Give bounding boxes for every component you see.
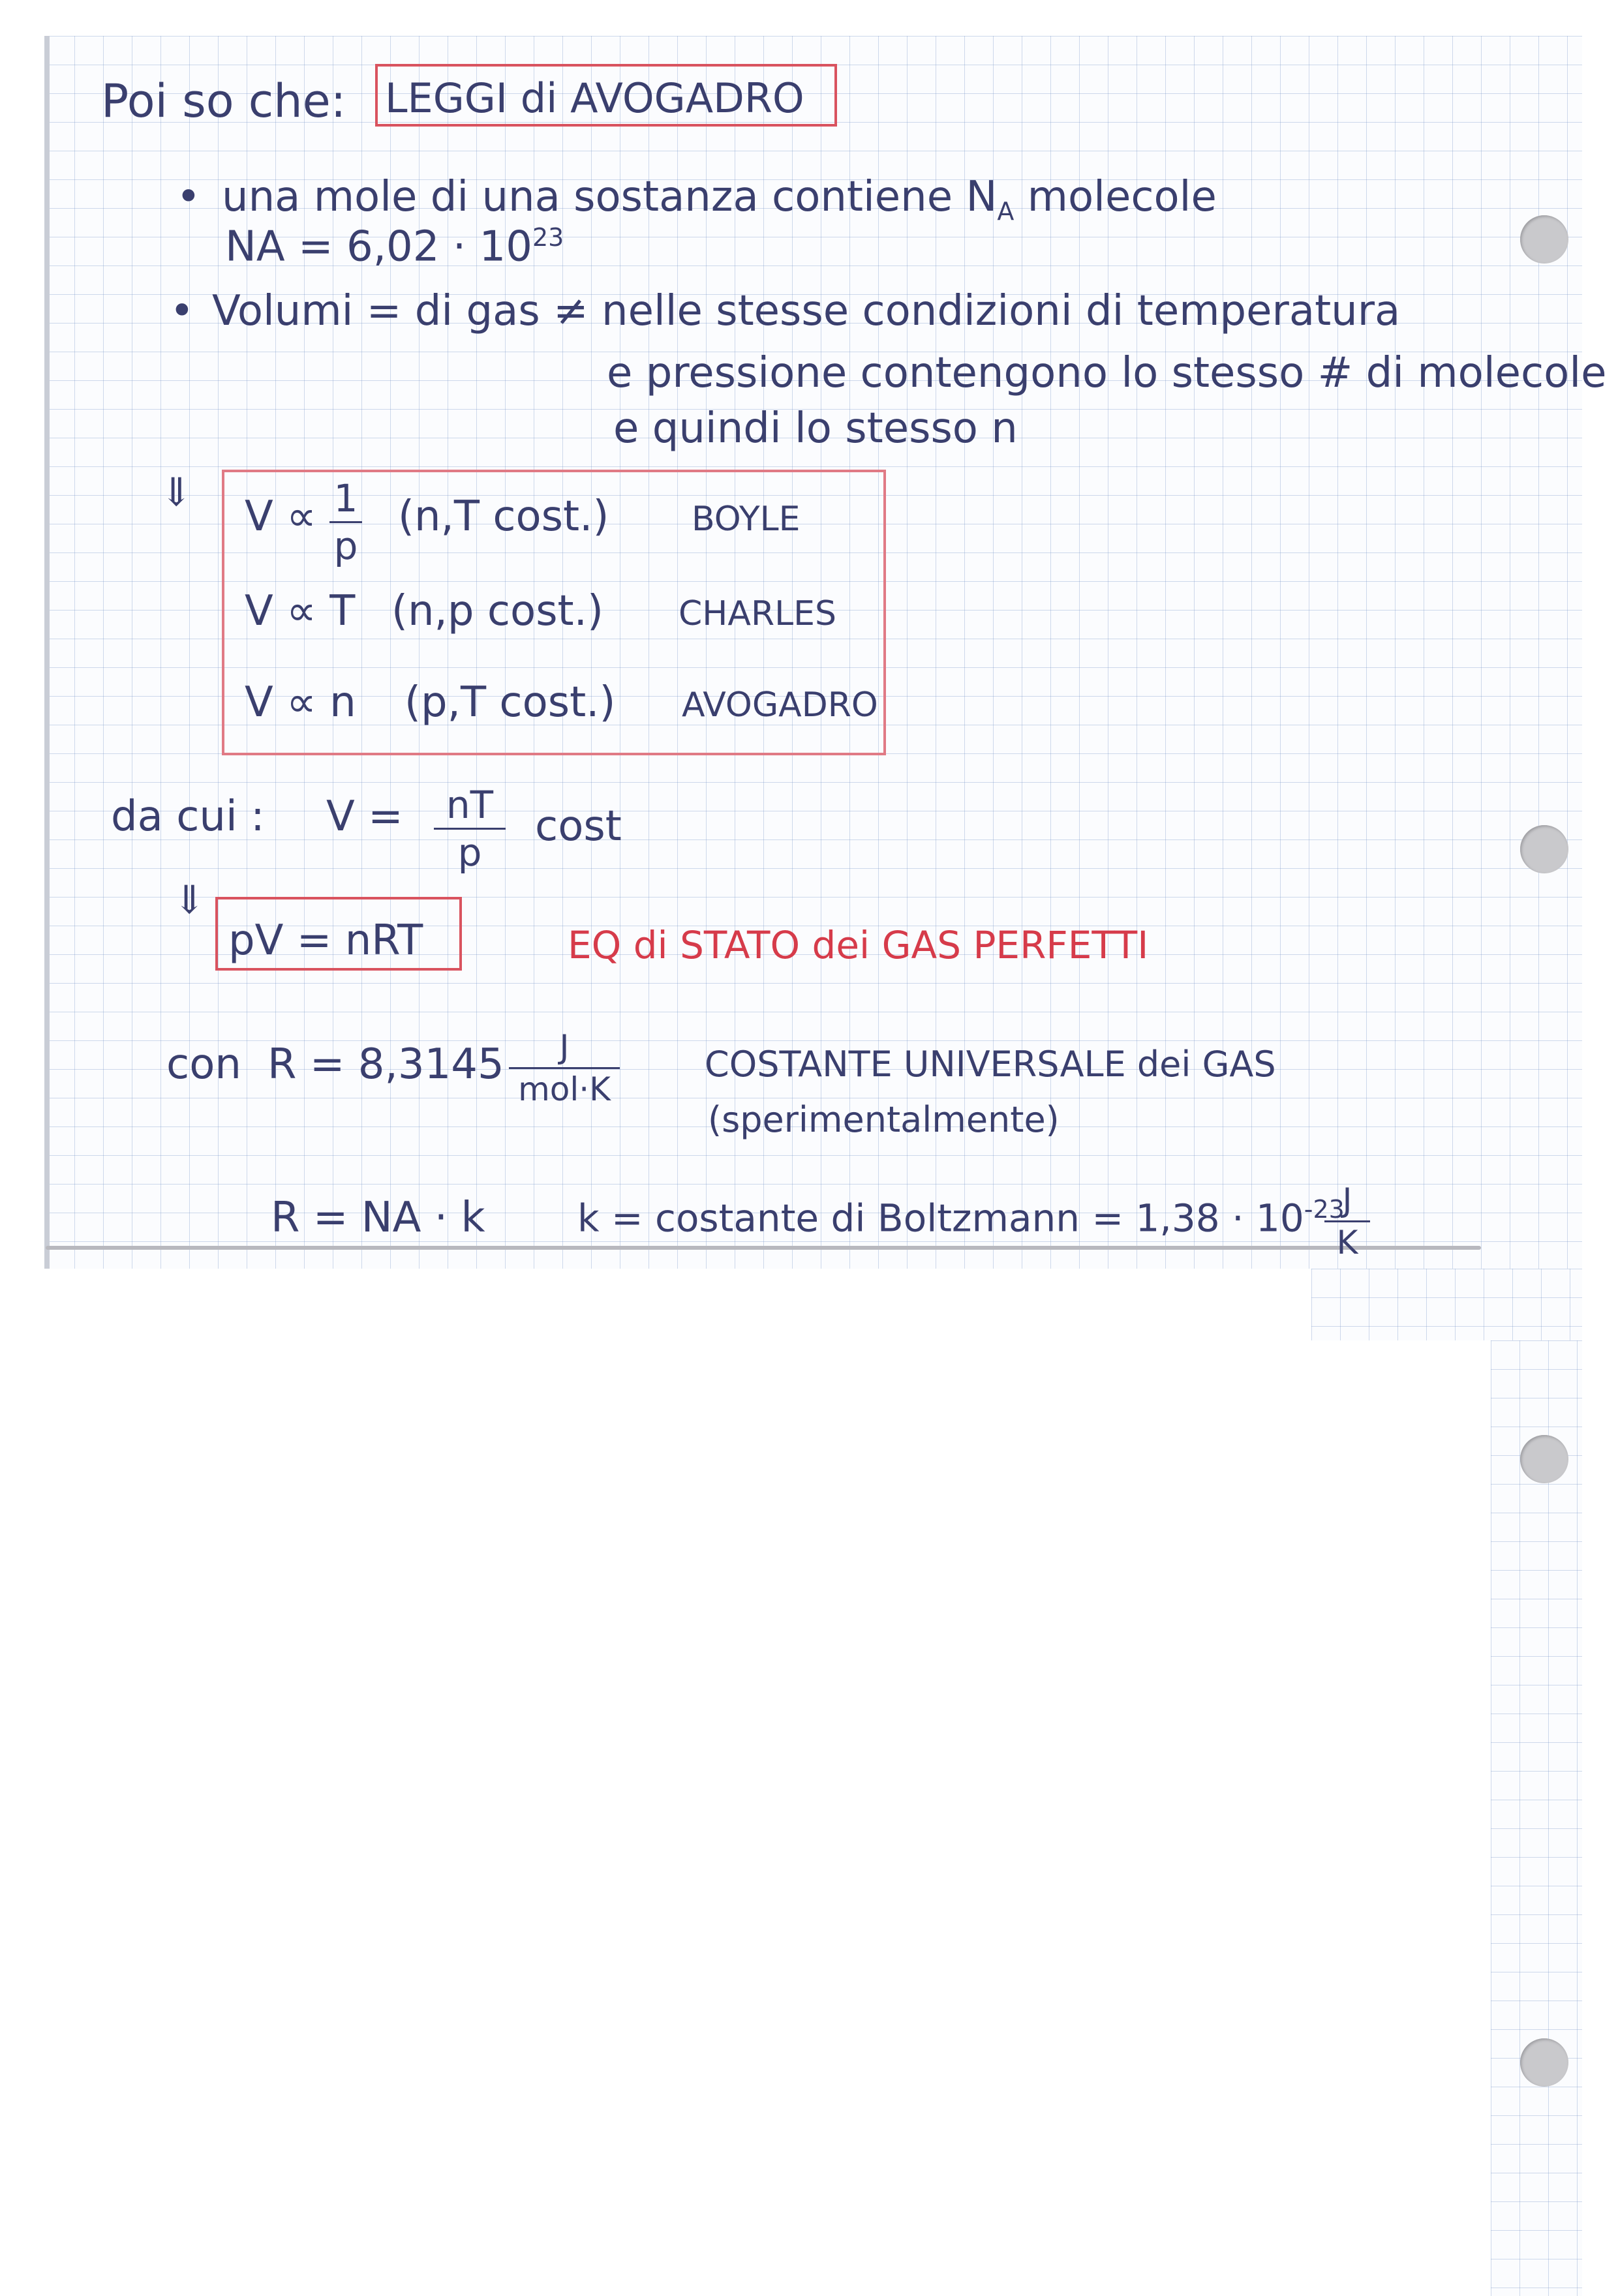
bullet-1-text: [222, 173, 1217, 226]
punch-hole-4: [1520, 2038, 1568, 2087]
charles-expr: V ∝ T: [245, 587, 356, 635]
na-value: NA = 6,02 · 10: [225, 222, 532, 271]
bullet-2-line-3: e quindi lo stesso n: [613, 404, 1018, 453]
sheet-left-edge: [44, 36, 50, 1269]
boyle-frac-num: 1: [329, 479, 362, 523]
derivation-num: nT: [434, 786, 506, 830]
boltzmann-exponent: -23: [1304, 1195, 1345, 1224]
boltzmann-definition: k = costante di Boltzmann = 1,38 · 10: [577, 1196, 1304, 1241]
graph-paper-margin: [1311, 1269, 1582, 1340]
boyle-fraction: [329, 476, 362, 568]
implies-arrow-icon: ⇓: [173, 877, 206, 923]
boyle-frac-den: p: [333, 524, 358, 568]
na-exponent: 23: [532, 223, 564, 252]
boyle-expr: V ∝: [245, 492, 316, 541]
boltzmann-unit-num: J: [1324, 1184, 1370, 1222]
gas-constant-name: COSTANTE UNIVERSALE dei GAS: [705, 1044, 1276, 1085]
bullet-1-tail: molecole: [1027, 173, 1217, 221]
bullet-dot-1: •: [176, 173, 201, 221]
gas-constant-unit-num: J: [509, 1031, 620, 1069]
gas-constant-unit-den: mol·K: [518, 1070, 611, 1108]
derivation-den: p: [457, 830, 482, 875]
charles-name: CHARLES: [679, 594, 836, 633]
down-arrow-icon: ⇓: [160, 470, 193, 515]
gas-constant-value: R = 8,3145: [267, 1040, 504, 1089]
page-title: LEGGI di AVOGADRO: [385, 74, 804, 122]
punch-hole-2: [1520, 825, 1568, 873]
gas-constant-note: (sperimentalmente): [708, 1099, 1060, 1140]
boltzmann-unit: [1324, 1181, 1370, 1261]
bullet-2-text: Volumi = di gas ≠ nelle stesse condizioni di temperatura: [212, 287, 1401, 335]
avogadro-name: AVOGADRO: [682, 686, 878, 725]
derivation-prefix: da cui :: [111, 793, 265, 841]
derivation-lhs: V =: [326, 793, 403, 841]
boyle-condition: (n,T cost.): [398, 492, 609, 541]
gas-constant-unit: [509, 1028, 620, 1108]
bullet-2-line-2: e pressione contengono lo stesso # di molecole: [607, 349, 1607, 397]
fold-line: [46, 1246, 1481, 1250]
avogadro-number: [225, 222, 564, 271]
boyle-name: BOYLE: [692, 500, 801, 539]
graph-paper-side-strip: [1491, 1340, 1582, 2296]
boltzmann-text: [577, 1195, 1345, 1241]
boltzmann-relation: R = NA · k: [271, 1194, 485, 1242]
na-subscript: A: [997, 196, 1015, 226]
bullet-1-main: una mole di una sostanza contiene N: [222, 173, 998, 221]
derivation-tail: cost: [535, 802, 622, 851]
constant-prefix: con: [166, 1040, 241, 1089]
charles-condition: (n,p cost.): [391, 587, 603, 635]
intro-text: Poi so che:: [101, 74, 346, 128]
state-eq-formula: pV = nRT: [228, 916, 423, 965]
avogadro-expr: V ∝ n: [245, 678, 356, 727]
punch-hole-3: [1520, 1435, 1568, 1483]
derivation-fraction: [434, 783, 506, 875]
avogadro-condition: (p,T cost.): [404, 678, 616, 727]
boltzmann-unit-den: K: [1336, 1224, 1358, 1261]
punch-hole-1: [1520, 215, 1568, 264]
bullet-dot-2: •: [170, 287, 194, 335]
state-eq-label: EQ di STATO dei GAS PERFETTI: [568, 923, 1149, 967]
